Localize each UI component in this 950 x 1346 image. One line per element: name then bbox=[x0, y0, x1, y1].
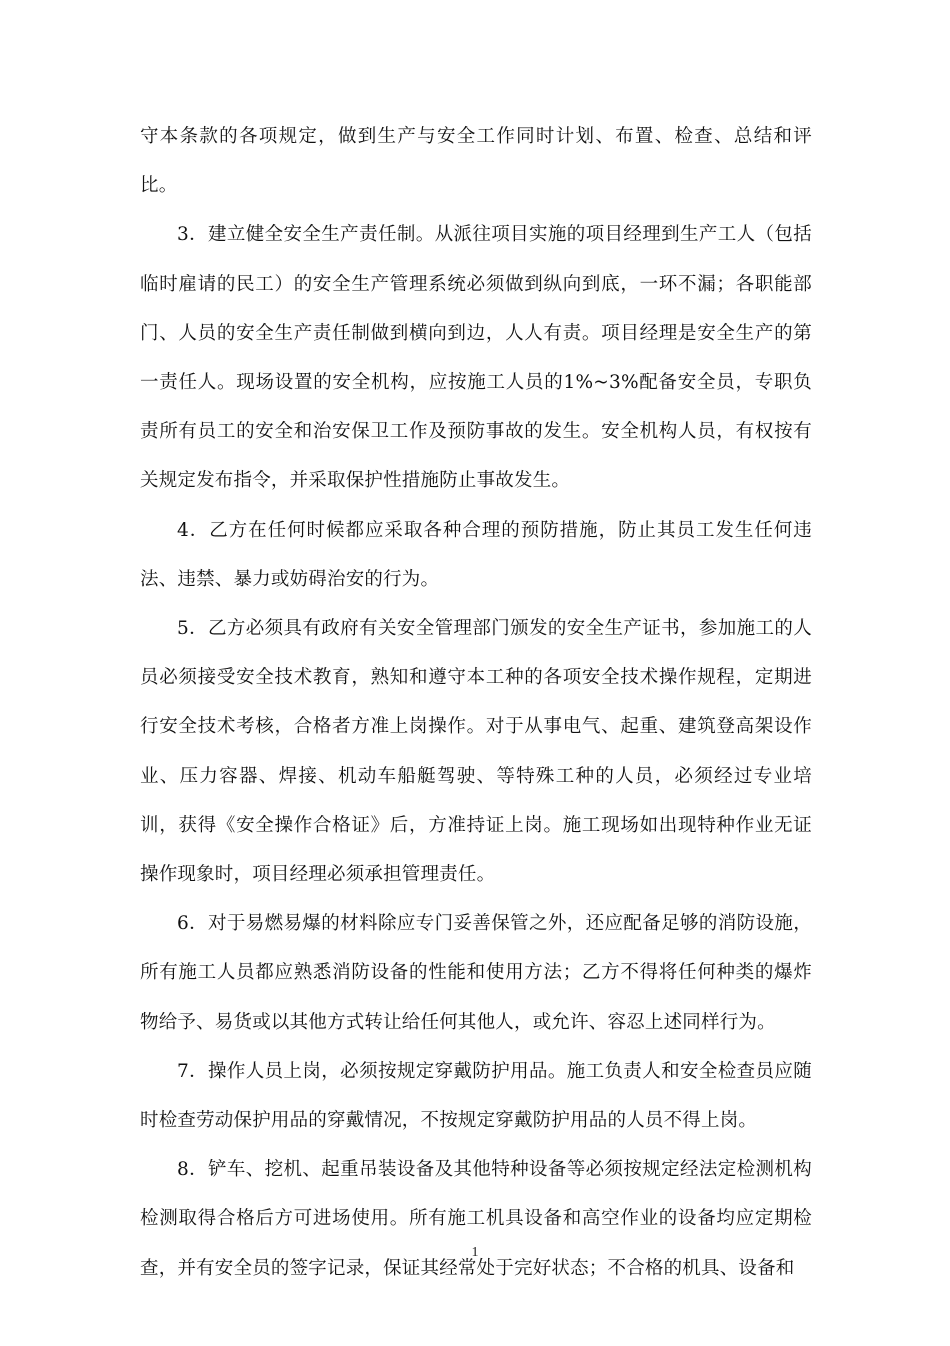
paragraph-clause-5: 5．乙方必须具有政府有关安全管理部门颁发的安全生产证书，参加施工的人员必须接受安全技术教育，熟知和遵守本工种的各项安全技术操作规程，定期进行安全技术考核，合格者方准上岗操作。对于从事电气、起重、建筑登高架设作业、压力容器、焊接、机动车船艇驾驶、等特殊工种的人员，必须经过专业培训，获得《安全操作合格证》后，方准持证上岗。施工现场如出现特种作业无证操作现象时，项目经理必须承担管理责任。 bbox=[140, 618, 812, 886]
paragraph-clause-4: 4．乙方在任何时候都应采取各种合理的预防措施，防止其员工发生任何违法、违禁、暴力或妨碍治安的行为。 bbox=[140, 519, 812, 590]
page-number: 1 bbox=[471, 1245, 479, 1260]
paragraph-clause-3: 3．建立健全安全生产责任制。从派往项目实施的项目经理到生产工人（包括临时雇请的民工）的安全生产管理系统必须做到纵向到底，一环不漏；各职能部门、人员的安全生产责任制做到横向到边，人人有责。项目经理是安全生产的第一责任人。现场设置的安全机构，应按施工人员的1%~3%配备安全员，专职负责所有员工的安全和治安保卫工作及预防事故的发生。安全机构人员，有权按有关规定发布指令，并采取保护性措施防止事故发生。 bbox=[140, 224, 812, 492]
document-body bbox=[140, 112, 812, 1293]
paragraph-clause-7: 7．操作人员上岗，必须按规定穿戴防护用品。施工负责人和安全检查员应随时检查劳动保护用品的穿戴情况，不按规定穿戴防护用品的人员不得上岗。 bbox=[140, 1060, 812, 1132]
paragraph-continuation: 守本条款的各项规定，做到生产与安全工作同时计划、布置、检查、总结和评比。 bbox=[140, 126, 812, 197]
paragraph-clause-8: 8．铲车、挖机、起重吊装设备及其他特种设备等必须按规定经法定检测机构检测取得合格后方可进场使用。所有施工机具设备和高空作业的设备均应定期检查，并有安全员的签字记录，保证其经常处于完好状态；不合格的机具、设备和 bbox=[140, 1159, 812, 1279]
paragraph-clause-6: 6．对于易燃易爆的材料除应专门妥善保管之外，还应配备足够的消防设施，所有施工人员都应熟悉消防设备的性能和使用方法；乙方不得将任何种类的爆炸物给予、易货或以其他方式转让给任何其他人，或允许、容忍上述同样行为。 bbox=[140, 913, 812, 1033]
